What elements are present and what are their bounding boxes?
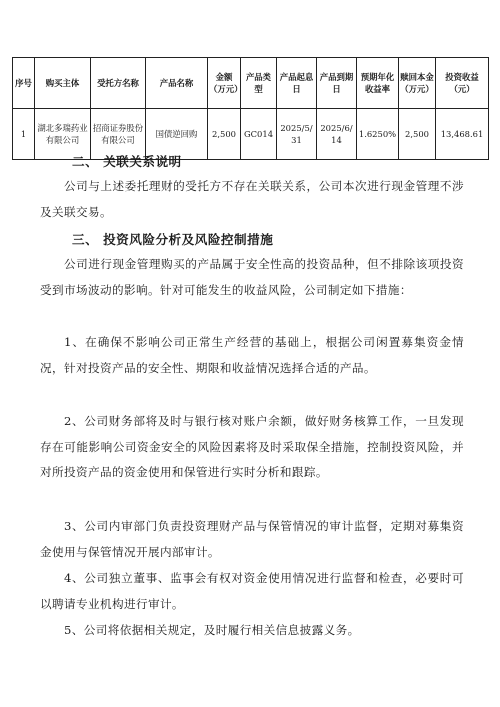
header-product-type: 产品类型 xyxy=(241,58,277,109)
table-header-row xyxy=(13,58,489,109)
cell-redeemed-principal: 2,500 xyxy=(399,109,436,160)
cell-expected-yield: 1.6250% xyxy=(357,109,399,160)
paragraph-measure-5: 5、公司将依据相关规定，及时履行相关信息披露义务。 xyxy=(64,623,360,637)
paragraph-measure-1: 1、在确保不影响公司正常生产经营的基础上，根据公司闲置募集资金情况，针对投资产品的安全性、期限和收益情况选择合适的产品。 xyxy=(40,335,464,375)
financial-products-table xyxy=(12,57,489,160)
cell-product-type: GC014 xyxy=(241,109,277,160)
header-amount: 金额（万元） xyxy=(208,58,241,109)
cell-buyer: 湖北多瑞药业有限公司 xyxy=(35,109,91,160)
header-redeemed-principal: 赎回本金（万元） xyxy=(399,58,436,109)
header-end-date: 产品到期日 xyxy=(317,58,357,109)
section-heading-related-party: 二、 关联关系说明 xyxy=(72,154,182,169)
header-seq: 序号 xyxy=(13,58,35,109)
header-investment-income: 投资收益（元） xyxy=(436,58,489,109)
cell-end-date: 2025/6/14 xyxy=(317,109,357,160)
cell-trustee: 招商证券股份有限公司 xyxy=(91,109,146,160)
header-start-date: 产品起息日 xyxy=(277,58,317,109)
cell-seq: 1 xyxy=(13,109,35,160)
cell-amount: 2,500 xyxy=(208,109,241,160)
cell-investment-income: 13,468.61 xyxy=(436,109,489,160)
header-buyer: 购买主体 xyxy=(35,58,91,109)
cell-product-name: 国债逆回购 xyxy=(146,109,208,160)
cell-start-date: 2025/5/31 xyxy=(277,109,317,160)
header-trustee: 受托方名称 xyxy=(91,58,146,109)
header-product-name: 产品名称 xyxy=(146,58,208,109)
paragraph-risk-intro: 公司进行现金管理购买的产品属于安全性高的投资品种，但不排除该项投资受到市场波动的影响。针对可能发生的收益风险，公司制定如下措施： xyxy=(40,257,464,297)
paragraph-related-party: 公司与上述委托理财的受托方不存在关联关系，公司本次进行现金管理不涉及关联交易。 xyxy=(40,179,464,219)
header-expected-yield: 预期年化收益率 xyxy=(357,58,399,109)
paragraph-measure-2: 2、公司财务部将及时与银行核对账户余额，做好财务核算工作，一旦发现存在可能影响公司资金安全的风险因素将及时采取保全措施，控制投资风险，并对所投资产品的资金使用和保管进行实时分析和跟踪。 xyxy=(40,414,464,479)
section-heading-risk-control: 三、 投资风险分析及风险控制措施 xyxy=(72,232,274,247)
paragraph-measure-4: 4、公司独立董事、监事会有权对资金使用情况进行监督和检查，必要时可以聘请专业机构进行审计。 xyxy=(40,571,464,611)
paragraph-measure-3: 3、公司内审部门负责投资理财产品与保管情况的审计监督，定期对募集资金使用与保管情况开展内部审计。 xyxy=(40,519,464,559)
